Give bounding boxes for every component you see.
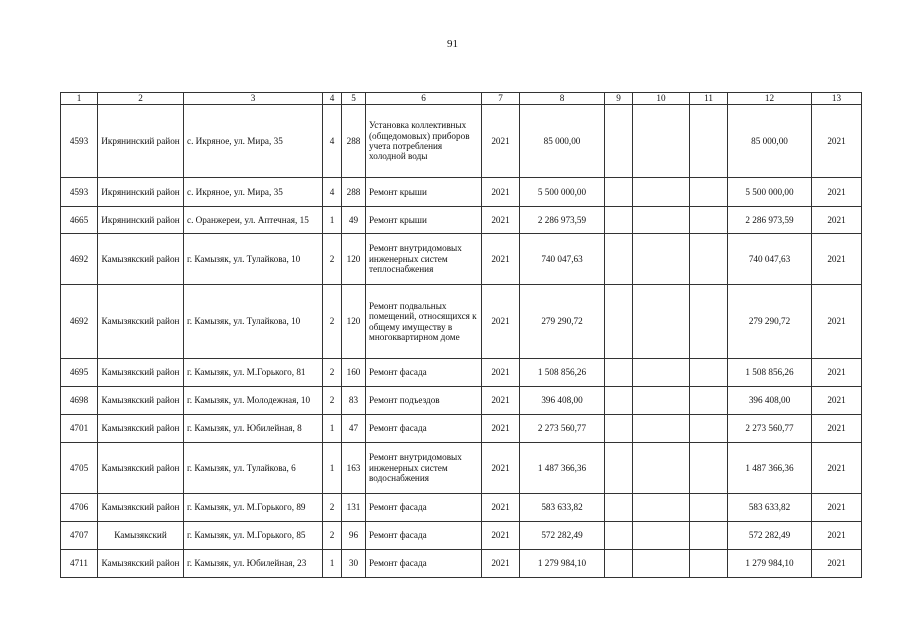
apartments-cell: 47 xyxy=(342,415,366,443)
column-header: 1 xyxy=(61,93,98,105)
column-10-cell xyxy=(633,207,690,234)
column-13-cell: 2021 xyxy=(812,105,862,178)
district-cell: Камызякский xyxy=(98,522,184,550)
row-id-cell: 4705 xyxy=(61,443,98,494)
work-type-cell: Ремонт фасада xyxy=(366,494,482,522)
district-cell: Камызякский район xyxy=(98,550,184,578)
table-row xyxy=(61,207,862,234)
column-11-cell xyxy=(690,105,728,178)
district-cell: Икрянинский район xyxy=(98,178,184,207)
table-row xyxy=(61,359,862,387)
column-12-cell: 583 633,82 xyxy=(728,494,812,522)
column-12-cell: 1 487 366,36 xyxy=(728,443,812,494)
address-cell: с. Оранжереи, ул. Аптечная, 15 xyxy=(184,207,323,234)
address-cell: с. Икряное, ул. Мира, 35 xyxy=(184,105,323,178)
total-cost-cell: 1 508 856,26 xyxy=(520,359,605,387)
column-12-cell: 5 500 000,00 xyxy=(728,178,812,207)
table-row xyxy=(61,550,862,578)
column-10-cell xyxy=(633,285,690,359)
column-10-cell xyxy=(633,178,690,207)
address-cell: г. Камызяк, ул. М.Горького, 89 xyxy=(184,494,323,522)
table-row xyxy=(61,387,862,415)
district-cell: Камызякский район xyxy=(98,415,184,443)
column-12-cell: 85 000,00 xyxy=(728,105,812,178)
column-9-cell xyxy=(605,415,633,443)
column-header: 11 xyxy=(690,93,728,105)
apartments-cell: 30 xyxy=(342,550,366,578)
apartments-cell: 288 xyxy=(342,178,366,207)
column-9-cell xyxy=(605,285,633,359)
address-cell: г. Камызяк, ул. Тулайкова, 6 xyxy=(184,443,323,494)
column-11-cell xyxy=(690,550,728,578)
work-type-cell: Ремонт фасада xyxy=(366,550,482,578)
row-id-cell: 4692 xyxy=(61,285,98,359)
column-11-cell xyxy=(690,178,728,207)
column-9-cell xyxy=(605,494,633,522)
row-id-cell: 4695 xyxy=(61,359,98,387)
column-13-cell: 2021 xyxy=(812,387,862,415)
column-9-cell xyxy=(605,359,633,387)
table-row xyxy=(61,234,862,285)
apartments-cell: 163 xyxy=(342,443,366,494)
column-header: 6 xyxy=(366,93,482,105)
column-11-cell xyxy=(690,387,728,415)
total-cost-cell: 740 047,63 xyxy=(520,234,605,285)
column-header: 10 xyxy=(633,93,690,105)
table-row xyxy=(61,443,862,494)
column-13-cell: 2021 xyxy=(812,285,862,359)
column-10-cell xyxy=(633,234,690,285)
work-type-cell: Ремонт подвальных помещений, относящихся к общему имуществу в многоквартирном доме xyxy=(366,285,482,359)
column-13-cell: 2021 xyxy=(812,359,862,387)
column-11-cell xyxy=(690,494,728,522)
row-id-cell: 4711 xyxy=(61,550,98,578)
work-type-cell: Ремонт крыши xyxy=(366,178,482,207)
work-type-cell: Ремонт внутридомовых инженерных систем теплоснабжения xyxy=(366,234,482,285)
column-11-cell xyxy=(690,443,728,494)
apartments-cell: 83 xyxy=(342,387,366,415)
column-10-cell xyxy=(633,443,690,494)
floors-cell: 2 xyxy=(323,285,342,359)
district-cell: Камызякский район xyxy=(98,494,184,522)
row-id-cell: 4692 xyxy=(61,234,98,285)
column-9-cell xyxy=(605,178,633,207)
column-10-cell xyxy=(633,387,690,415)
column-11-cell xyxy=(690,234,728,285)
total-cost-cell: 396 408,00 xyxy=(520,387,605,415)
apartments-cell: 160 xyxy=(342,359,366,387)
address-cell: г. Камызяк, ул. Молодежная, 10 xyxy=(184,387,323,415)
header-row xyxy=(61,93,862,105)
year-cell: 2021 xyxy=(482,178,520,207)
year-cell: 2021 xyxy=(482,387,520,415)
district-cell: Икрянинский район xyxy=(98,207,184,234)
column-13-cell: 2021 xyxy=(812,522,862,550)
floors-cell: 4 xyxy=(323,105,342,178)
district-cell: Икрянинский район xyxy=(98,105,184,178)
district-cell: Камызякский район xyxy=(98,285,184,359)
table-row xyxy=(61,285,862,359)
district-cell: Камызякский район xyxy=(98,443,184,494)
column-13-cell: 2021 xyxy=(812,415,862,443)
column-9-cell xyxy=(605,105,633,178)
floors-cell: 2 xyxy=(323,234,342,285)
total-cost-cell: 279 290,72 xyxy=(520,285,605,359)
column-9-cell xyxy=(605,522,633,550)
row-id-cell: 4706 xyxy=(61,494,98,522)
column-10-cell xyxy=(633,105,690,178)
address-cell: г. Камызяк, ул. М.Горького, 81 xyxy=(184,359,323,387)
column-12-cell: 396 408,00 xyxy=(728,387,812,415)
column-10-cell xyxy=(633,550,690,578)
table-row xyxy=(61,522,862,550)
column-13-cell: 2021 xyxy=(812,234,862,285)
total-cost-cell: 1 487 366,36 xyxy=(520,443,605,494)
column-11-cell xyxy=(690,522,728,550)
year-cell: 2021 xyxy=(482,207,520,234)
column-10-cell xyxy=(633,359,690,387)
column-13-cell: 2021 xyxy=(812,443,862,494)
year-cell: 2021 xyxy=(482,285,520,359)
address-cell: г. Камызяк, ул. Тулайкова, 10 xyxy=(184,285,323,359)
column-13-cell: 2021 xyxy=(812,550,862,578)
work-type-cell: Ремонт крыши xyxy=(366,207,482,234)
column-11-cell xyxy=(690,207,728,234)
column-11-cell xyxy=(690,285,728,359)
apartments-cell: 120 xyxy=(342,285,366,359)
work-type-cell: Ремонт фасада xyxy=(366,359,482,387)
column-header: 4 xyxy=(323,93,342,105)
column-12-cell: 740 047,63 xyxy=(728,234,812,285)
column-header: 13 xyxy=(812,93,862,105)
year-cell: 2021 xyxy=(482,550,520,578)
apartments-cell: 288 xyxy=(342,105,366,178)
column-13-cell: 2021 xyxy=(812,207,862,234)
district-cell: Камызякский район xyxy=(98,234,184,285)
column-10-cell xyxy=(633,415,690,443)
column-12-cell: 279 290,72 xyxy=(728,285,812,359)
row-id-cell: 4707 xyxy=(61,522,98,550)
column-12-cell: 1 279 984,10 xyxy=(728,550,812,578)
column-9-cell xyxy=(605,207,633,234)
year-cell: 2021 xyxy=(482,522,520,550)
column-header: 2 xyxy=(98,93,184,105)
address-cell: г. Камызяк, ул. Тулайкова, 10 xyxy=(184,234,323,285)
work-type-cell: Ремонт фасада xyxy=(366,522,482,550)
column-header: 9 xyxy=(605,93,633,105)
year-cell: 2021 xyxy=(482,105,520,178)
floors-cell: 4 xyxy=(323,178,342,207)
total-cost-cell: 85 000,00 xyxy=(520,105,605,178)
row-id-cell: 4665 xyxy=(61,207,98,234)
column-9-cell xyxy=(605,234,633,285)
table-row xyxy=(61,494,862,522)
apartments-cell: 96 xyxy=(342,522,366,550)
column-13-cell: 2021 xyxy=(812,178,862,207)
total-cost-cell: 1 279 984,10 xyxy=(520,550,605,578)
table-body xyxy=(61,105,862,578)
work-type-cell: Установка коллективных (общедомовых) приборов учета потребления холодной воды xyxy=(366,105,482,178)
column-11-cell xyxy=(690,415,728,443)
column-header: 7 xyxy=(482,93,520,105)
floors-cell: 2 xyxy=(323,522,342,550)
column-header: 5 xyxy=(342,93,366,105)
work-type-cell: Ремонт фасада xyxy=(366,415,482,443)
work-type-cell: Ремонт внутридомовых инженерных систем водоснабжения xyxy=(366,443,482,494)
column-12-cell: 572 282,49 xyxy=(728,522,812,550)
row-id-cell: 4701 xyxy=(61,415,98,443)
column-12-cell: 1 508 856,26 xyxy=(728,359,812,387)
total-cost-cell: 2 286 973,59 xyxy=(520,207,605,234)
row-id-cell: 4593 xyxy=(61,178,98,207)
total-cost-cell: 2 273 560,77 xyxy=(520,415,605,443)
capital-repair-table xyxy=(60,92,862,578)
address-cell: г. Камызяк, ул. Юбилейная, 23 xyxy=(184,550,323,578)
total-cost-cell: 583 633,82 xyxy=(520,494,605,522)
district-cell: Камызякский район xyxy=(98,387,184,415)
total-cost-cell: 572 282,49 xyxy=(520,522,605,550)
year-cell: 2021 xyxy=(482,359,520,387)
apartments-cell: 131 xyxy=(342,494,366,522)
total-cost-cell: 5 500 000,00 xyxy=(520,178,605,207)
year-cell: 2021 xyxy=(482,415,520,443)
table-row xyxy=(61,178,862,207)
address-cell: с. Икряное, ул. Мира, 35 xyxy=(184,178,323,207)
address-cell: г. Камызяк, ул. Юбилейная, 8 xyxy=(184,415,323,443)
apartments-cell: 49 xyxy=(342,207,366,234)
apartments-cell: 120 xyxy=(342,234,366,285)
column-header: 3 xyxy=(184,93,323,105)
floors-cell: 1 xyxy=(323,207,342,234)
column-9-cell xyxy=(605,443,633,494)
column-header: 12 xyxy=(728,93,812,105)
floors-cell: 2 xyxy=(323,494,342,522)
column-11-cell xyxy=(690,359,728,387)
table-row xyxy=(61,105,862,178)
column-12-cell: 2 286 973,59 xyxy=(728,207,812,234)
page-number: 91 xyxy=(447,38,458,50)
column-9-cell xyxy=(605,550,633,578)
district-cell: Камызякский район xyxy=(98,359,184,387)
table-row xyxy=(61,415,862,443)
column-12-cell: 2 273 560,77 xyxy=(728,415,812,443)
column-10-cell xyxy=(633,522,690,550)
floors-cell: 2 xyxy=(323,387,342,415)
column-10-cell xyxy=(633,494,690,522)
floors-cell: 1 xyxy=(323,443,342,494)
year-cell: 2021 xyxy=(482,494,520,522)
floors-cell: 1 xyxy=(323,415,342,443)
column-9-cell xyxy=(605,387,633,415)
work-type-cell: Ремонт подъездов xyxy=(366,387,482,415)
row-id-cell: 4593 xyxy=(61,105,98,178)
floors-cell: 2 xyxy=(323,359,342,387)
column-header: 8 xyxy=(520,93,605,105)
year-cell: 2021 xyxy=(482,234,520,285)
address-cell: г. Камызяк, ул. М.Горького, 85 xyxy=(184,522,323,550)
column-13-cell: 2021 xyxy=(812,494,862,522)
year-cell: 2021 xyxy=(482,443,520,494)
floors-cell: 1 xyxy=(323,550,342,578)
row-id-cell: 4698 xyxy=(61,387,98,415)
